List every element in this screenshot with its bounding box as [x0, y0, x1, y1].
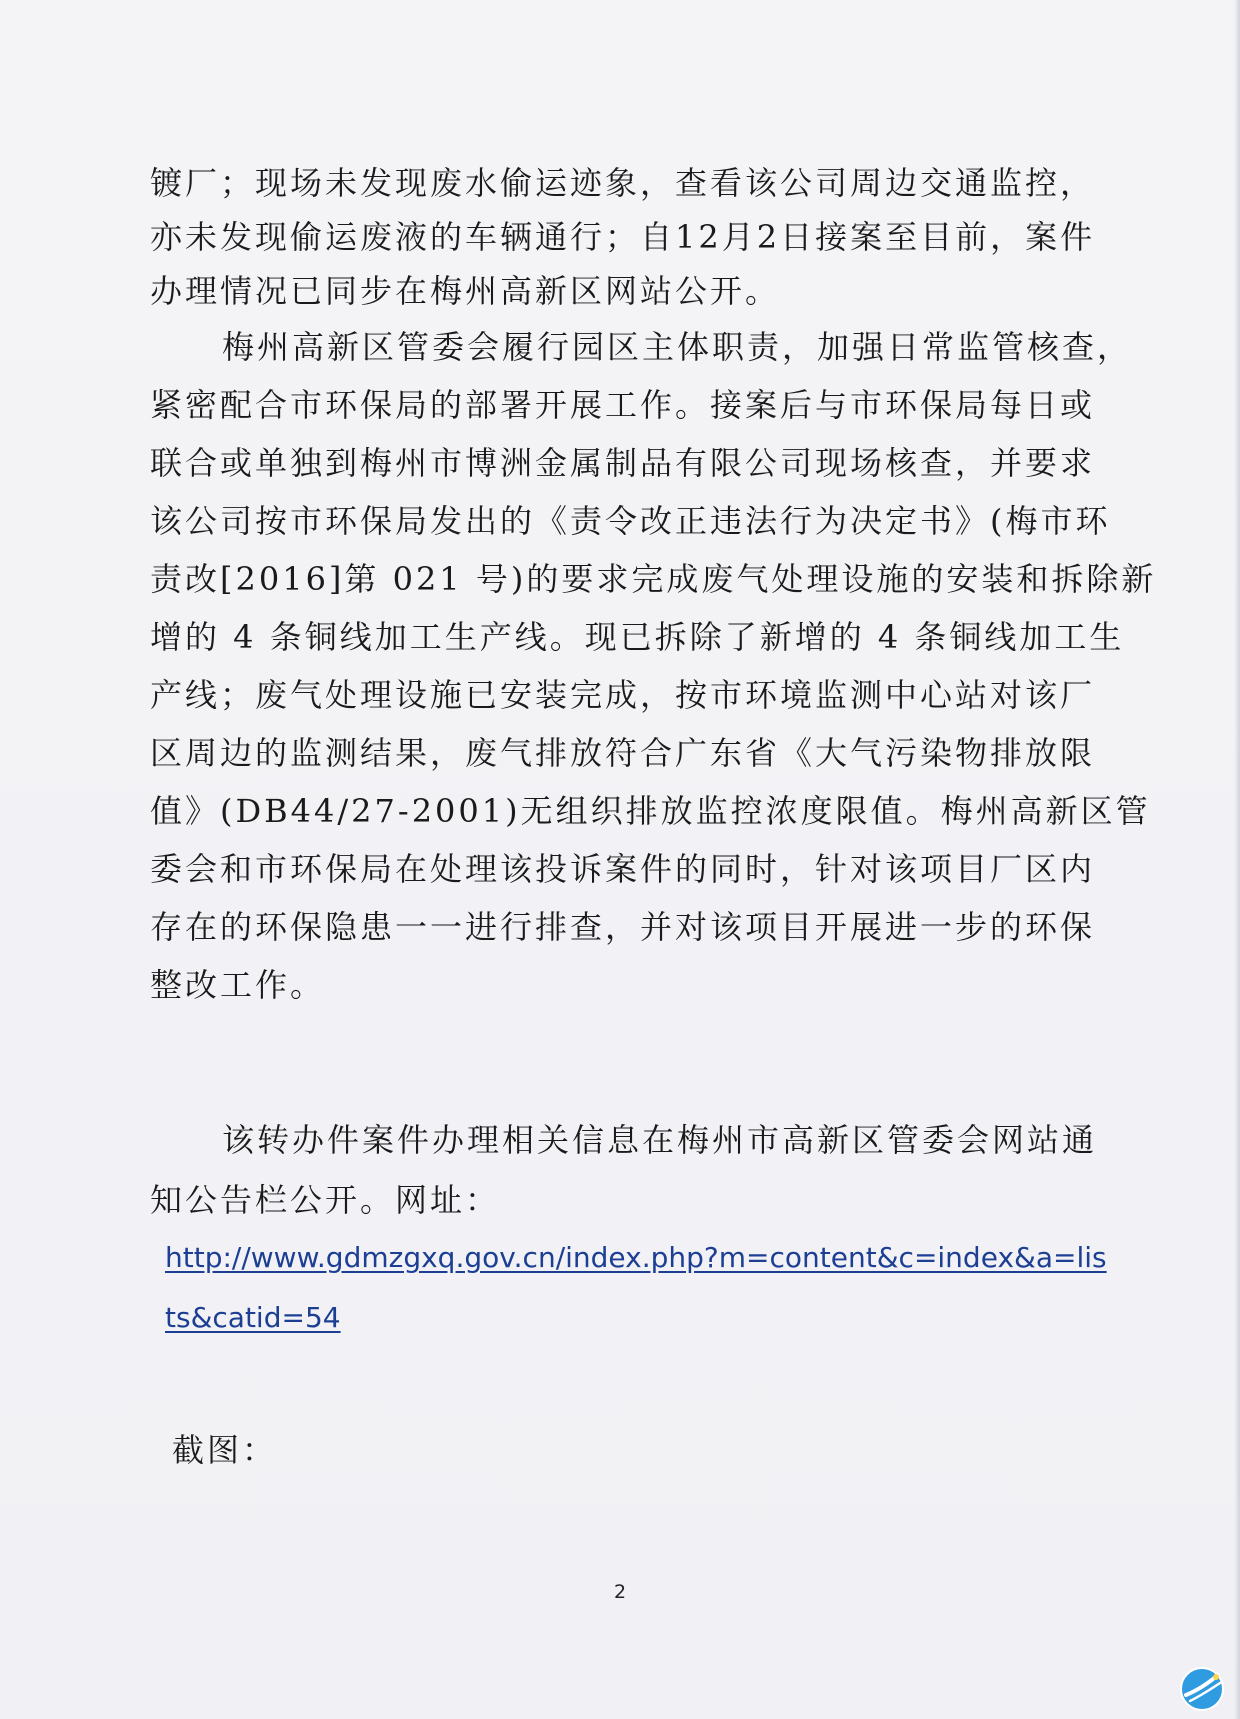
paragraph-2-line-2: 紧密配合市环保局的部署开展工作。接案后与市环保局每日或 — [150, 386, 1096, 424]
page-edge-shadow — [1234, 0, 1240, 1719]
paragraph-3-line-2: 知公告栏公开。网址： — [150, 1181, 501, 1219]
paragraph-2-line-12: 整改工作。 — [150, 966, 326, 1004]
corner-logo-icon — [1178, 1665, 1226, 1713]
paragraph-2-line-9: 值》(DB44/27-2001)无组织排放监控浓度限值。梅州高新区管 — [150, 792, 1151, 830]
paragraph-2-line-3: 联合或单独到梅州市博洲金属制品有限公司现场核查，并要求 — [150, 444, 1096, 482]
paragraph-2-line-8: 区周边的监测结果，废气排放符合广东省《大气污染物排放限 — [150, 734, 1096, 772]
paragraph-2-line-1: 梅州高新区管委会履行园区主体职责，加强日常监管核查， — [222, 328, 1133, 366]
paragraph-2-line-11: 存在的环保隐患一一进行排查，并对该项目开展进一步的环保 — [150, 908, 1096, 946]
website-url-link-line-1[interactable]: http://www.gdmzgxq.gov.cn/index.php?m=content&c=index&a=lis — [165, 1241, 1107, 1274]
website-url-link-line-2[interactable]: ts&catid=54 — [165, 1301, 341, 1334]
screenshot-label: 截图： — [172, 1431, 278, 1469]
paragraph-2-line-10: 委会和市环保局在处理该投诉案件的同时，针对该项目厂区内 — [150, 850, 1096, 888]
paragraph-2-line-5: 责改[2016]第 021 号)的要求完成废气处理设施的安装和拆除新 — [150, 560, 1157, 598]
paragraph-1-line-2: 亦未发现偷运废液的车辆通行；自12月2日接案至目前，案件 — [150, 218, 1096, 256]
paragraph-2-line-4: 该公司按市环保局发出的《责令改正违法行为决定书》(梅市环 — [150, 502, 1111, 540]
paragraph-3-line-1: 该转办件案件办理相关信息在梅州市高新区管委会网站通 — [222, 1121, 1098, 1159]
paragraph-1-line-3: 办理情况已同步在梅州高新区网站公开。 — [150, 272, 781, 310]
paragraph-1-line-1: 镀厂；现场未发现废水偷运迹象，查看该公司周边交通监控， — [150, 164, 1096, 202]
page-number: 2 — [613, 1581, 627, 1603]
paragraph-2-line-6: 增的 4 条铜线加工生产线。现已拆除了新增的 4 条铜线加工生 — [150, 618, 1125, 656]
paragraph-2-line-7: 产线；废气处理设施已安装完成，按市环境监测中心站对该厂 — [150, 676, 1096, 714]
